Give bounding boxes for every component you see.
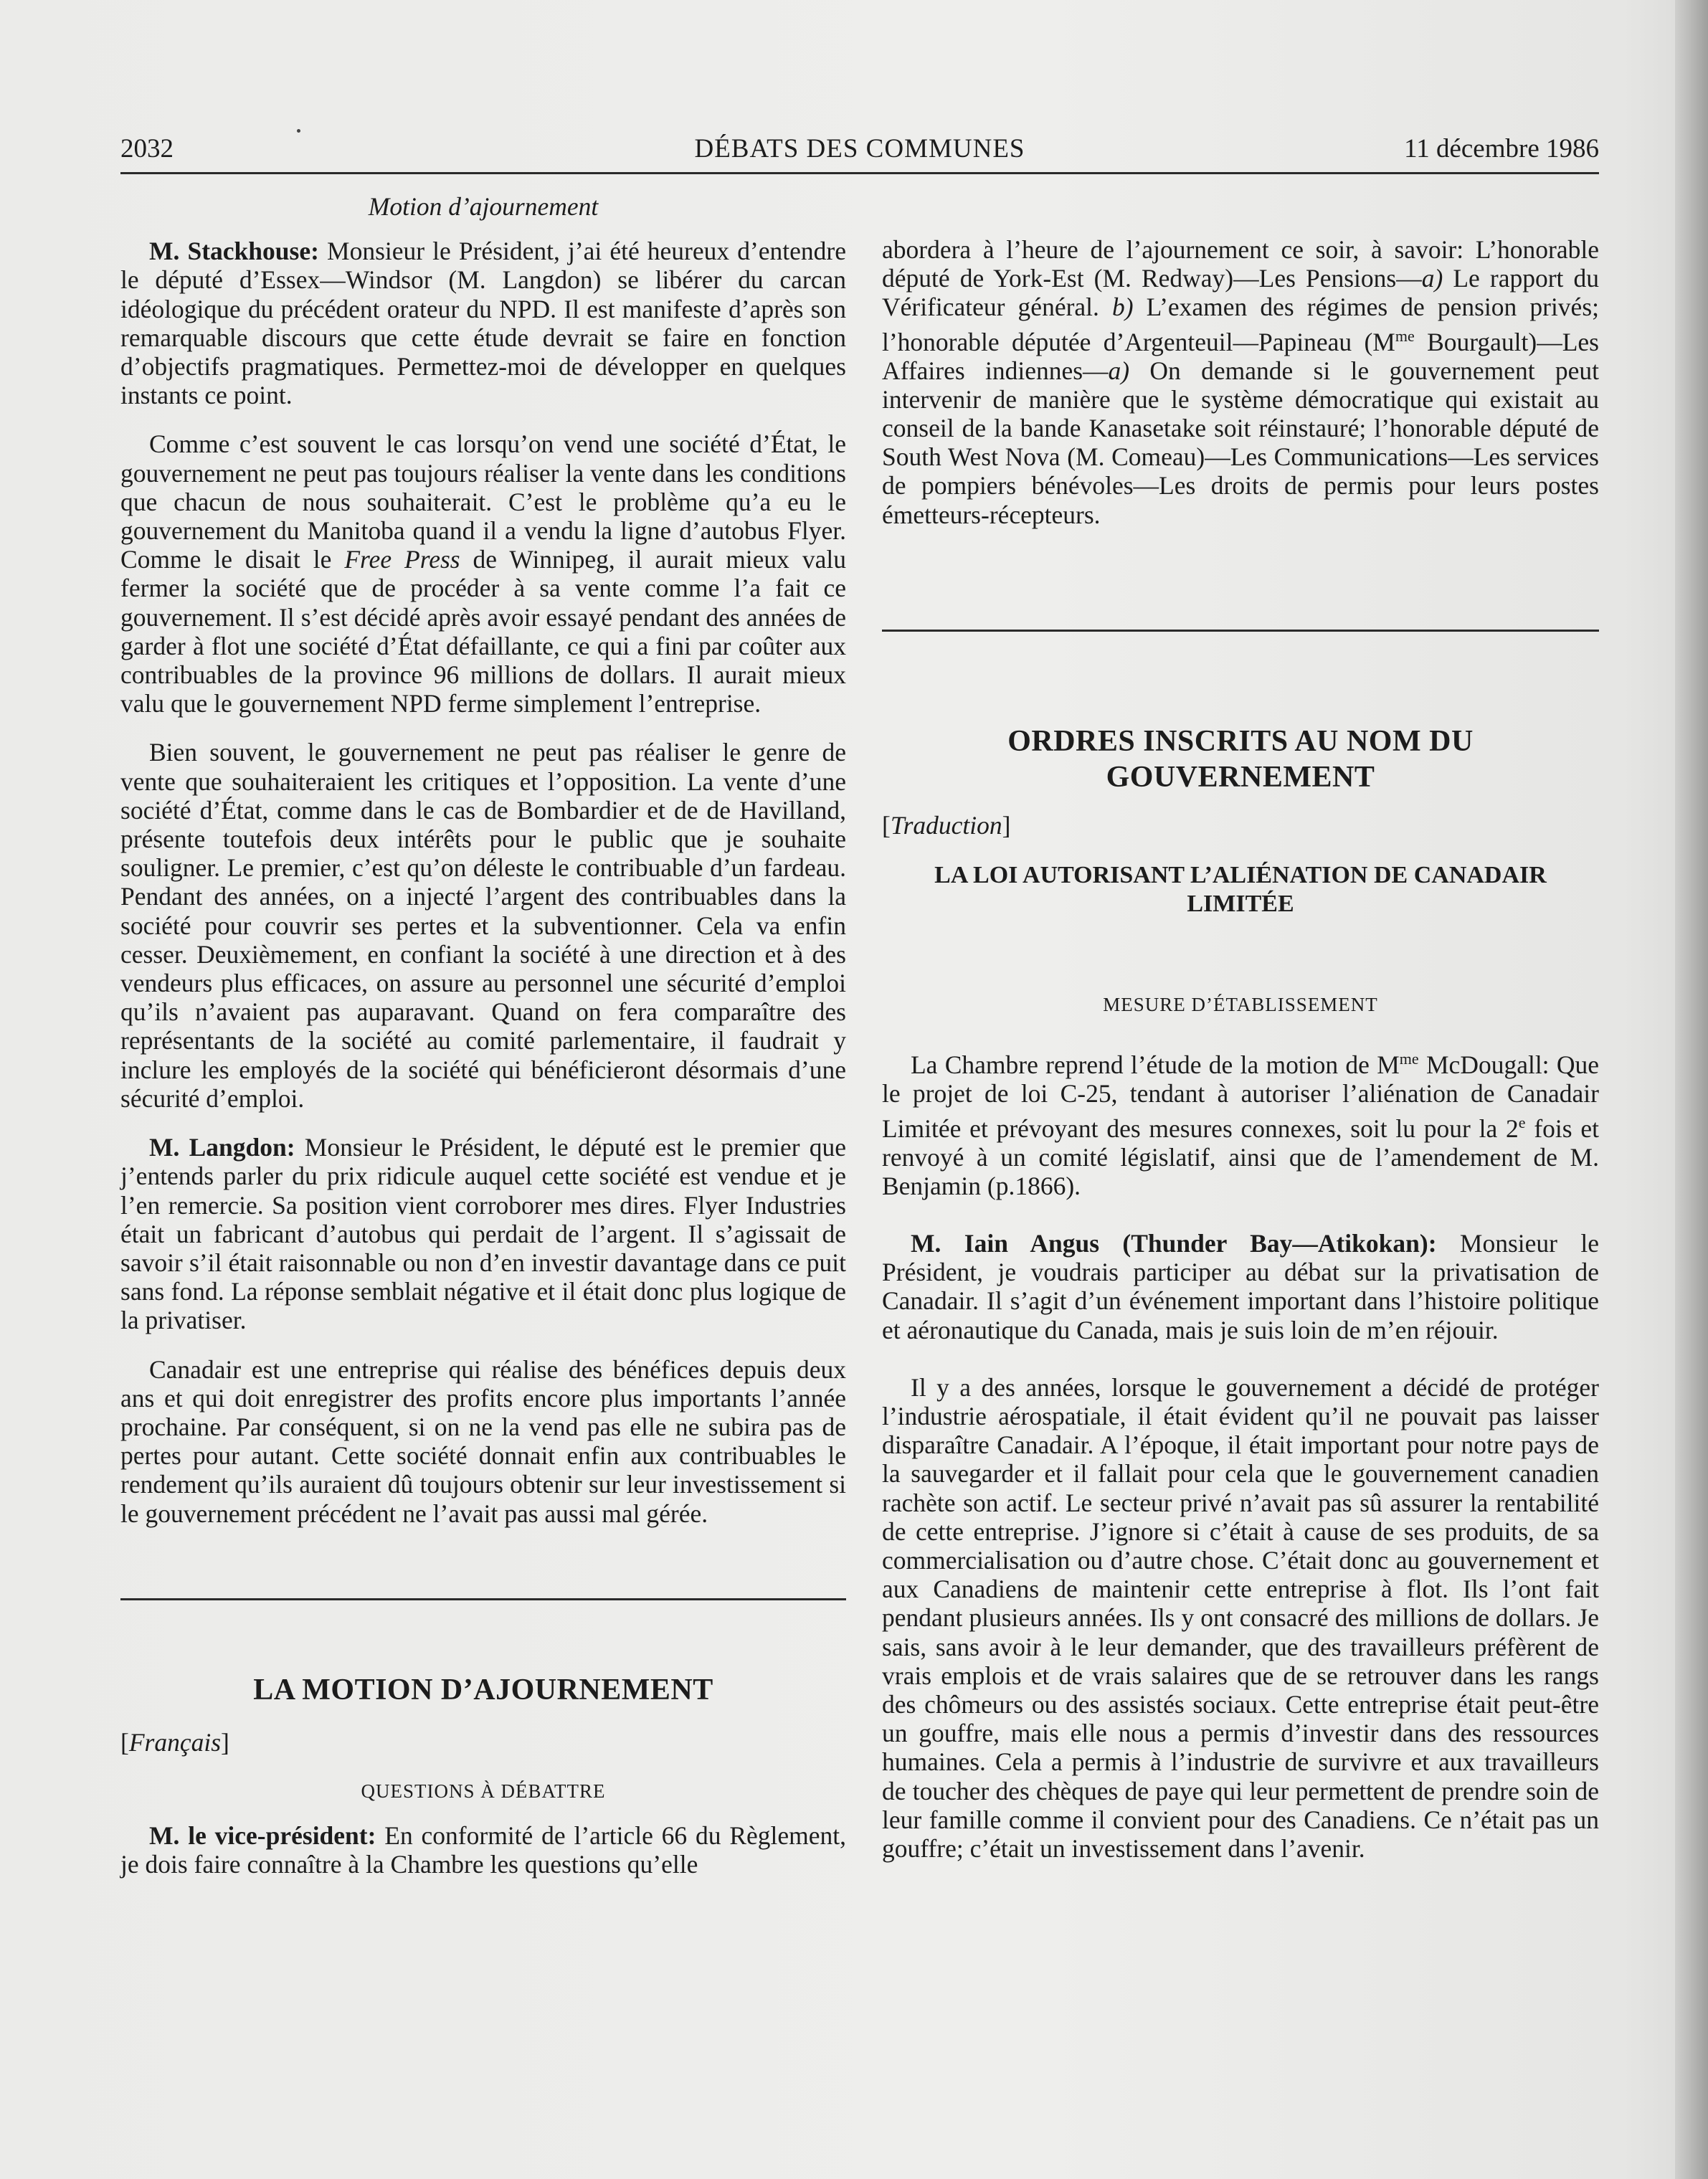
superscript: e bbox=[1518, 1113, 1526, 1131]
paragraph-vice-president bbox=[120, 1821, 846, 1879]
paragraph-langdon bbox=[120, 1133, 846, 1334]
italic-text: Free Press bbox=[344, 545, 460, 574]
paragraph bbox=[120, 429, 846, 718]
speaker-name: M. Langdon: bbox=[149, 1133, 295, 1162]
paragraph-text: Bourgault)—Les Affaires indiennes— bbox=[882, 327, 1599, 385]
paragraph: Il y a des années, lorsque le gouvernement a décidé de protéger l’industrie aérospatiale, il était évident qu’il ne pouvait pas laisser disparaître Canadair. A l’époque, il était important pour notre pays de la sauvegarder et il fallait pour cela que le gouvernement canadien rachète son actif. Le secteur privé n’avait pas sû assurer la rentabilité de cette entreprise. J’ignore si c’était à cause de ses produits, de sa commercialisation ou d’autre chose. C’était donc au gouvernement et aux Canadiens de maintenir cette entreprise à flot. Ils l’ont fait pendant plusieurs années. Ils y ont consacré des millions de dollars. Je sais, sans avoir à le leur demander, que des travailleurs préfèrent de vrais emplois et de vrais salaires que de se retrouver dans les rangs des chômeurs ou des assistés sociaux. Cette entreprise était peut-être un gouffre, mais elle nous a permis d’investir dans des ressources humaines. Cela a permis à l’industrie de survivre et aux travailleurs de toucher des chèques de paye qui leur permettent de prendre soin de leur famille comme il convient pour des Canadiens. Ce n’était pas un gouffre; c’était un investissement dans l’avenir. bbox=[882, 1372, 1599, 1863]
paragraph-text: abordera à l’heure de l’ajournement ce soir, à savoir: L’honorable député de York-Est (M. Redway)—Les Pensions— bbox=[882, 235, 1599, 293]
paragraph-text: Comme c’est souvent le cas lorsqu’on vend une société d’État, le gouvernement ne peut pas toujours réaliser la vente dans les conditions que chacun de nous souhaiterait. C’est le problème qu’a eu le gouvernement du Manitoba quand il a vendu la ligne d’autobus Flyer. Comme le disait le bbox=[120, 429, 846, 574]
italic-text: b) bbox=[1111, 293, 1134, 322]
subsection-title: QUESTIONS À DÉBATTRE bbox=[361, 1780, 606, 1802]
speaker-name: M. Iain Angus (Thunder Bay—Atikokan): bbox=[911, 1228, 1437, 1258]
italic-text: a) bbox=[1108, 356, 1130, 385]
page-header bbox=[120, 126, 1599, 174]
paragraph-text: On demande si le gouvernement peut intervenir de manière que le système démocratique qui existait au conseil de la bande Kanasetake soit réinstauré; l’honorable député de South West Nova (M. Comeau)—Les Communications—Les services de pompiers bénévoles—Les droits de permis pour leurs postes émetteurs-récepteurs. bbox=[882, 356, 1599, 529]
section-title-adjournment: LA MOTION D’AJOURNEMENT bbox=[253, 1673, 713, 1706]
section-title-orders-line1: ORDRES INSCRITS AU NOM DU bbox=[1007, 724, 1474, 758]
bracket: [ bbox=[882, 810, 891, 840]
measure-title: MESURE D’ÉTABLISSEMENT bbox=[1103, 994, 1378, 1016]
paragraph-text: fois et renvoyé à un comité législatif, ainsi que de l’amendement de M. Benjamin (p.1866). bbox=[882, 1114, 1599, 1200]
superscript: me bbox=[1395, 326, 1415, 345]
paragraph: Bien souvent, le gouvernement ne peut pas réaliser le genre de vente que souhaiteraient les critiques et l’opposition. La vente d’une société d’État, comme dans le cas de Bombardier et de de Havilland, présente toutefois deux intérêts pour le public que je souhaite souligner. Le premier, c’est qu’on déleste le contribuable d’un fardeau. Pendant des années, on a injecté l’argent des contribuables dans la société pour couvrir ses pertes et la subventionner. Cela va enfin cesser. Deuxièmement, en confiant la société à une direction et à des vendeurs plus efficaces, on assure au personnel une sécurité d’emploi qu’ils n’avaient pas auparavant. Quand on fera comparaître des représentants de la société au comité parlementaire, il faudrait y inclure les employés de la société qui bénéficieront désormais d’une sécurité d’emploi. bbox=[120, 738, 846, 1113]
right-column bbox=[882, 235, 1599, 1863]
language-label: Français bbox=[128, 1727, 222, 1757]
section-title-orders-line2: GOUVERNEMENT bbox=[1106, 760, 1375, 794]
paragraph-text: Monsieur le Président, j’ai été heureux d’entendre le député d’Essex—Windsor (M. Langdon) se libérer du carcan idéologique du précédent orateur du NPD. Il est manifeste d’après son remarquable discours que cette étude devrait se faire en fonction d’objectifs pragmatiques. Permettez-moi de développer en quelques instants ce point. bbox=[120, 237, 847, 410]
speaker-name: M. le vice-président: bbox=[149, 1821, 376, 1851]
section-divider bbox=[882, 630, 1599, 632]
bill-title-line1: LA LOI AUTORISANT L’ALIÉNATION DE CANADAIR bbox=[934, 862, 1547, 889]
paragraph-text: En conformité de l’article 66 du Règlement, je dois faire connaître à la Chambre les questions qu’elle bbox=[120, 1821, 847, 1879]
paragraph-text: Monsieur le Président, je voudrais participer au débat sur la privatisation de Canadair. Il s’agit d’un événement important dans l’histoire politique et aéronautique du Canada, mais je suis loin de m’en réjouir. bbox=[882, 1228, 1599, 1344]
page-edge bbox=[1675, 0, 1708, 2179]
paragraph-text: McDougall: Que le projet de loi C-25, tendant à autoriser l’aliénation de Canadair Limitée et prévoyant des mesures connexes, soit lu pour la 2 bbox=[882, 1050, 1600, 1143]
paragraph-text: Monsieur le Président, le député est le premier que j’entends parler du prix ridicule auquel cette société est vendue et je l’en remercie. Sa position vient corroborer mes dires. Flyer Industries était un fabricant d’autobus qui perdait de l’argent. Il s’agissait de savoir s’il était raisonnable ou non d’en investir davantage dans ce puit sans fond. La réponse semblait négative et il était donc plus logique de la privatiser. bbox=[120, 1133, 846, 1335]
bill-title-line2: LIMITÉE bbox=[1187, 891, 1294, 918]
italic-text: a) bbox=[1421, 264, 1443, 293]
paragraph-text: La Chambre reprend l’étude de la motion de M bbox=[911, 1050, 1400, 1080]
translation-tag bbox=[882, 811, 1599, 840]
language-tag bbox=[120, 1728, 846, 1757]
running-title: DÉBATS DES COMMUNES bbox=[694, 134, 1025, 163]
section-heading-motion: Motion d’ajournement bbox=[368, 192, 599, 221]
paragraph-continued bbox=[882, 235, 1599, 529]
page-number: 2032 bbox=[120, 134, 174, 163]
left-column bbox=[120, 192, 846, 1879]
section-divider bbox=[120, 1598, 846, 1600]
paragraph-text: Le rapport du Vérificateur général. bbox=[882, 264, 1599, 322]
paragraph-text: de Winnipeg, il aurait mieux valu fermer la société que de procéder à sa vente comme l’a fait ce gouvernement. Il s’est décidé après avoir essayé pendant des années de garder à flot une société d’État défaillante, ce qui a fini par coûter aux contribuables de la province 96 millions de dollars. Il aurait mieux valu que le gouvernement NPD ferme simplement l’entreprise. bbox=[120, 545, 847, 718]
paragraph-text: L’examen des régimes de pension privés; l’honorable députée d’Argenteuil—Papineau (M bbox=[882, 293, 1599, 356]
paragraph-motion bbox=[882, 1045, 1599, 1200]
bracket: ] bbox=[221, 1727, 229, 1757]
paragraph-angus bbox=[882, 1229, 1599, 1344]
bracket: ] bbox=[1002, 810, 1011, 840]
superscript: me bbox=[1399, 1050, 1419, 1068]
paragraph: Canadair est une entreprise qui réalise des bénéfices depuis deux ans et qui doit enregistrer des profits encore plus importants l’année prochaine. Par conséquent, si on ne la vend pas elle ne subira pas de pertes pour autant. Cette société donnait enfin aux contribuables le rendement qu’ils auraient dû toujours obtenir sur leur investissement si le gouvernement précédent ne l’avait pas aussi mal gérée. bbox=[120, 1354, 846, 1528]
bracket: [ bbox=[120, 1727, 129, 1757]
translation-label: Traduction bbox=[890, 810, 1002, 840]
header-date: 11 décembre 1986 bbox=[1404, 134, 1599, 163]
paragraph-stackhouse bbox=[120, 237, 846, 409]
speaker-name: M. Stackhouse: bbox=[149, 237, 319, 266]
